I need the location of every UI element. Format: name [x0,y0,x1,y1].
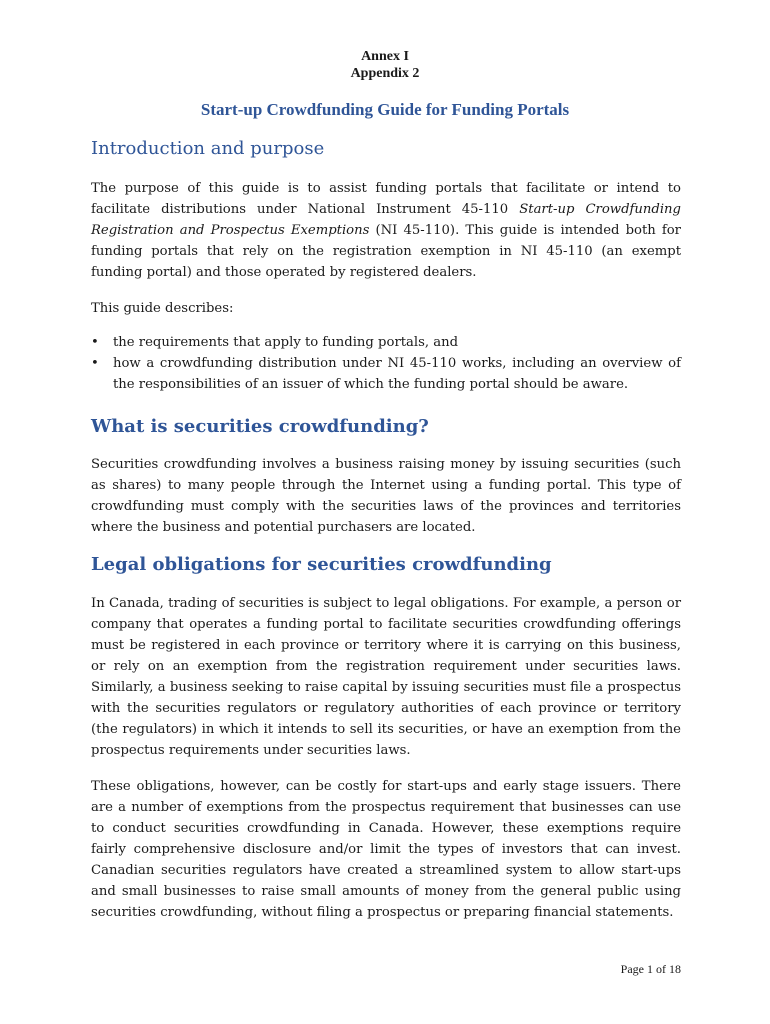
document-title: Start-up Crowdfunding Guide for Funding Portals [200,100,570,119]
list-item [91,332,681,353]
intro-paragraph [91,178,681,283]
heading-legal-obligations: Legal obligations for securities crowdfunding [91,554,552,575]
bullet-icon: • [91,356,99,371]
describes-list [91,332,681,395]
annex-label: Annex I [361,49,409,64]
annex-header [0,48,770,82]
guide-describes-text: This guide describes: [91,301,234,316]
what-paragraph: Securities crowdfunding involves a business raising money by issuing securities (such as shares) to many people through the Internet using a funding portal. This type of crowdfunding must comply with the securities laws of the provinces and territories where the business and potential purchasers are located. [91,457,681,535]
intro-p1-part1: The purpose of this guide is to assist funding portals that facilitate or intend to facilitate distributions under National Instrument 45-110 [91,181,681,217]
bullet-icon: • [91,335,99,350]
legal-paragraph-2: These obligations, however, can be costly for start-ups and early stage issuers. There are a number of exemptions from the prospectus requirement that businesses can use to conduct securities crowdfunding in Canada. However, these exemptions require fairly comprehensive disclosure and/or limit the types of investors that can invest. Canadian securities regulators have created a streamlined system to allow start-ups and small businesses to raise small amounts of money from the general public using securities crowdfunding, without filing a prospectus or preparing financial statements. [91,779,681,920]
page-number: Page 1 of 18 [620,962,681,976]
appendix-label: Appendix 2 [350,66,420,81]
list-item [91,353,681,395]
list-item-text: the requirements that apply to funding portals, and [113,335,459,350]
intro-p1-part2: (NI 45-110). This guide is intended both for funding portals that rely on the registration exemption in NI 45-110 (an exempt funding portal) and those operated by registered dealers. [91,223,681,280]
list-item-text: how a crowdfunding distribution under NI 45-110 works, including an overview of the responsibilities of an issuer of which the funding portal should be aware. [113,356,681,392]
heading-what-is-crowdfunding: What is securities crowdfunding? [91,416,429,437]
legal-paragraph-1: In Canada, trading of securities is subject to legal obligations. For example, a person or company that operates a funding portal to facilitate securities crowdfunding offerings must be registered in each province or territory where it is carrying on this business, or rely on an exemption from the registration requirement under securities laws. Similarly, a business seeking to raise capital by issuing securities must file a prospectus with the securities regulators or regulatory authorities of each province or territory (the regulators) in which it intends to sell its securities, or have an exemption from the prospectus requirements under securities laws. [91,596,681,758]
heading-introduction: Introduction and purpose [91,138,325,159]
instrument-title: Start-up Crowdfunding Registration and Prospectus Exemptions [91,202,681,238]
